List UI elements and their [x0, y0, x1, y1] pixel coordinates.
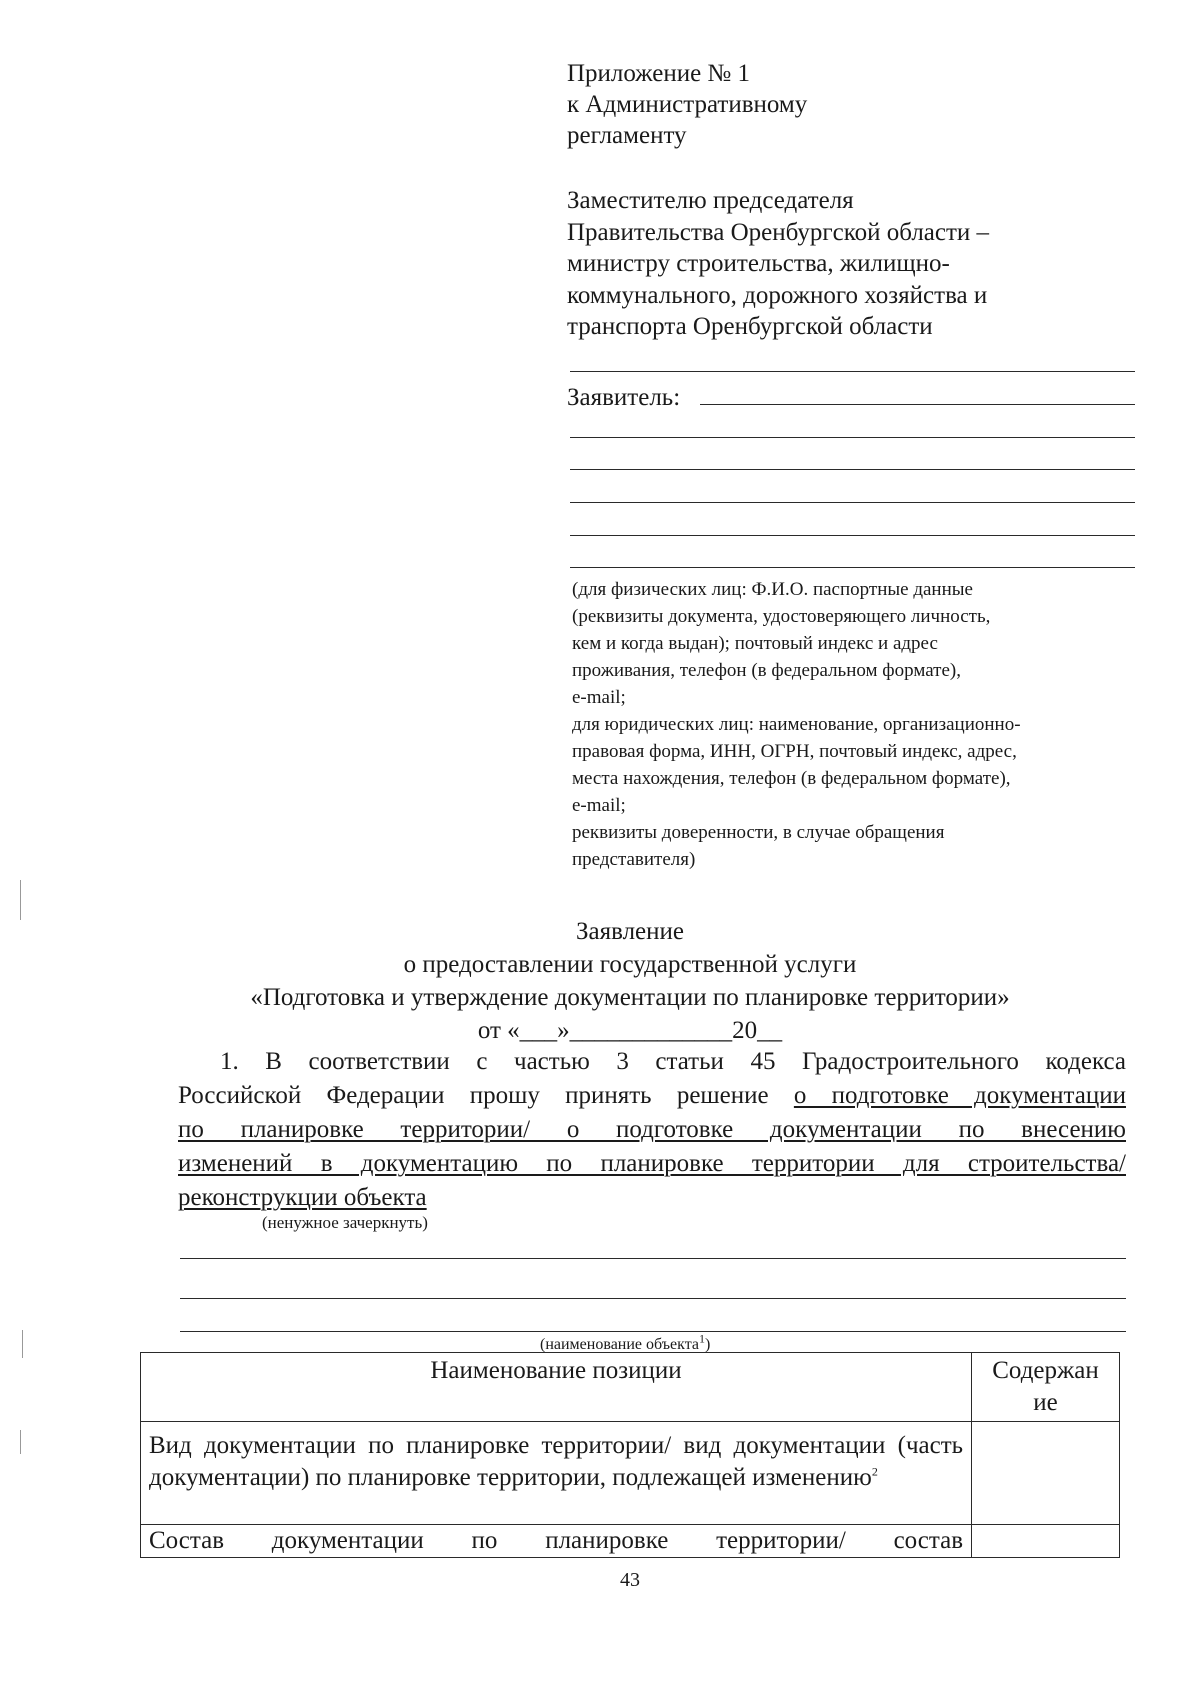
table-header-row: [141, 1353, 1120, 1422]
object-note-close: ): [704, 1336, 711, 1353]
applicant-fill-line: [570, 469, 1135, 470]
applicant-fill-line: [570, 437, 1135, 438]
applicant-fill-line: [570, 567, 1135, 568]
appendix-line: к Административному: [567, 91, 808, 118]
applicant-note-line: правовая форма, ИНН, ОГРН, почтовый индекс, адрес,: [572, 741, 1017, 762]
title-line: «Подготовка и утверждение документации по планировке территории»: [250, 984, 1010, 1011]
title-line: Заявление: [575, 918, 685, 945]
table-row: [141, 1422, 1120, 1525]
applicant-note-line: e-mail;: [572, 687, 626, 708]
applicant-note-line: реквизиты доверенности, в случае обращения: [572, 822, 945, 843]
object-fill-line: [180, 1298, 1126, 1299]
applicant-note-line: представителя): [572, 849, 696, 870]
paragraph-1: [178, 1045, 1126, 1215]
table-header-cell: [972, 1353, 1120, 1422]
row-position-text: Состав документации по планировке территории/ состав: [149, 1527, 964, 1554]
footnote-ref: 2: [871, 1464, 878, 1479]
applicant-note-line: (для физических лиц: Ф.И.О. паспортные данные: [572, 579, 973, 600]
positions-table: [140, 1352, 1120, 1558]
table-row: [141, 1525, 1120, 1558]
row-position-text: Вид документации по планировке территории/ вид документации (часть документации) по планировке территории, подлежащей изменению: [149, 1432, 964, 1491]
applicant-note-line: места нахождения, телефон (в федеральном формате),: [572, 768, 1011, 789]
table-cell: [141, 1525, 972, 1558]
document-title: [140, 915, 1120, 1047]
paragraph-line: 1. В соответствии с частью 3 статьи 45 Градостроительного кодекса: [220, 1048, 1126, 1075]
column-header-content: ие: [1033, 1389, 1058, 1416]
table-cell: [141, 1422, 972, 1525]
paragraph-underlined-line: изменений в документацию по планировке территории для строительства/: [178, 1150, 1126, 1177]
object-note-text: (наименование объекта: [540, 1336, 699, 1353]
column-header-content: Содержан: [992, 1357, 1099, 1384]
table-cell-empty: [972, 1525, 1120, 1558]
appendix-line: Приложение № 1: [567, 60, 751, 87]
addressee-line: коммунального, дорожного хозяйства и: [567, 281, 988, 309]
applicant-fill-line: [570, 371, 1135, 372]
title-line: о предоставлении государственной услуги: [403, 951, 857, 978]
applicant-note-line: (реквизиты документа, удостоверяющего личность,: [572, 606, 991, 627]
object-fill-line: [180, 1258, 1126, 1259]
table-header-cell: [141, 1353, 972, 1422]
applicant-note-line: проживания, телефон (в федеральном формате),: [572, 660, 961, 681]
strike-note: (ненужное зачеркнуть): [262, 1213, 428, 1232]
scan-margin-mark: [22, 1330, 23, 1358]
applicant-note: [572, 576, 1172, 873]
paragraph-line: [178, 1079, 1126, 1113]
object-fill-line: [180, 1331, 1126, 1332]
appendix-line: регламенту: [567, 122, 687, 149]
applicant-note-line: для юридических лиц: наименование, организационно-: [572, 714, 1021, 735]
page-number: 43: [620, 1569, 640, 1591]
addressee-line: Правительства Оренбургской области –: [567, 218, 990, 246]
applicant-label: Заявитель:: [567, 384, 681, 411]
addressee-line: транспорта Оренбургской области: [567, 313, 933, 340]
applicant-fill-line: [570, 535, 1135, 536]
applicant-note-line: кем и когда выдан); почтовый индекс и адрес: [572, 633, 938, 654]
paragraph-underlined-line: реконструкции объекта: [178, 1184, 427, 1211]
applicant-fill-line: [700, 404, 1135, 405]
appendix-header: [567, 58, 807, 151]
applicant-fill-line: [570, 502, 1135, 503]
footnote-ref: 1: [698, 1331, 705, 1346]
paragraph-underlined-line: по планировке территории/ о подготовке документации по внесению: [178, 1116, 1126, 1143]
paragraph-underlined-text: о подготовке документации: [793, 1082, 1126, 1109]
column-header-position: Наименование позиции: [430, 1357, 682, 1384]
table-cell-empty: [972, 1422, 1120, 1525]
date-line: от «___»_____________20__: [477, 1017, 783, 1044]
addressee-block: [567, 185, 989, 343]
addressee-line: министру строительства, жилищно-: [567, 250, 950, 277]
applicant-note-line: e-mail;: [572, 795, 626, 816]
paragraph-text: Российской Федерации прошу принять решение: [178, 1082, 794, 1109]
scan-margin-mark: [20, 880, 21, 920]
addressee-line: Заместителю председателя: [567, 187, 854, 214]
scan-margin-mark: [20, 1430, 21, 1454]
